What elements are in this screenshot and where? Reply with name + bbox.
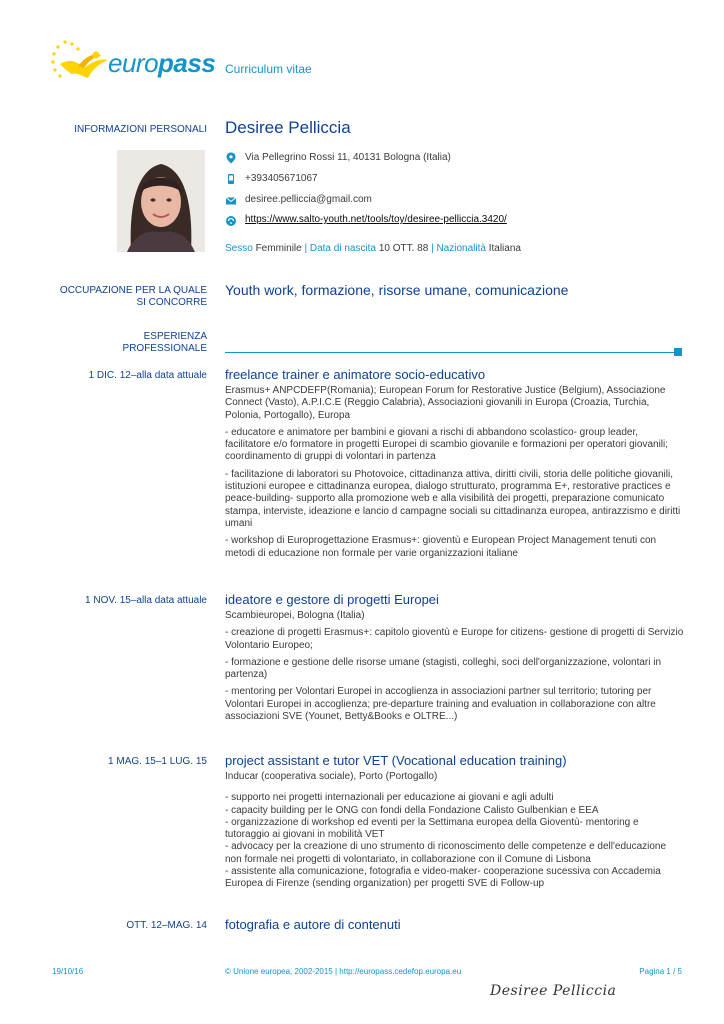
handwritten-signature: Desiree Pelliccia: [490, 983, 617, 999]
job-employer: Scambieuropei, Bologna (Italia): [225, 610, 365, 621]
experience-section-label: [40, 331, 207, 355]
job-date: 1 MAG. 15–1 LUG. 15: [108, 756, 207, 767]
nationality-label: Nazionalità: [436, 243, 486, 254]
job-paragraph: - mentoring per Volontari Europei in accoglienza in associazioni partner sul territorio; tutoring per Volontari Europei in accoglienza; pre-departure training and evaluation in collaborazione con altre associazioni SVE (Younet, Betty&Books e OLTRE...): [225, 686, 656, 723]
job-paragraph: - facilitazione di laboratori su Photovoice, cittadinanza attiva, diritti civili, storia delle politiche giovanili, istituzioni europee e cittadinanza europea, dialogo strutturato, programma E+, restorative practices e peace-building- supporto alla promozione web e alla visibilità dei progetti, preparazione comunicato stampa, interviste, ideazione e lancio d campagne sociali su cittadinanza europea, antirazzismo e diritti umani: [225, 468, 681, 529]
sex-value: Femminile: [255, 243, 302, 254]
separator: |: [431, 243, 434, 254]
job-title: fotografia e autore di contenuti: [225, 917, 401, 932]
job-date: OTT. 12–MAG. 14: [126, 920, 207, 931]
job-title: ideatore e gestore di progetti Europei: [225, 592, 439, 607]
job-paragraph: - creazione di progetti Erasmus+: capitolo gioventù e Europe for citizens- gestione di progetti di Servizio Volontario Europeo;: [225, 627, 684, 651]
footer-copyright[interactable]: © Unione europea, 2002-2015 | http://europass.cedefop.europa.eu: [225, 967, 462, 976]
personal-details-row: [225, 243, 521, 255]
job-paragraph: - workshop di Europrogettazione Erasmus+: gioventù e European Project Management tenuti con metodi di educazione non formale per varie organizzazioni italiane: [225, 535, 657, 559]
job-entry: [225, 917, 685, 933]
personal-section-label: INFORMAZIONI PERSONALI: [74, 124, 207, 135]
footer-date: 19/10/16: [52, 967, 84, 976]
job-title: project assistant e tutor VET (Vocational education training): [225, 753, 567, 768]
logo-text-pass: pass: [158, 48, 216, 78]
phone-text[interactable]: +393405671067: [245, 173, 318, 184]
occupation-value: Youth work, formazione, risorse umane, comunicazione: [225, 282, 569, 298]
separator: |: [304, 243, 308, 254]
job-line: - advocacy per la creazione di uno strumento di riconoscimento delle competenze e dell'educazione non formale nei progetti di volontariato, in collaborazione con il Comune di Lisbona: [225, 841, 667, 865]
job-line: - supporto nei progetti internazionali per educazione ai giovani e agli adulti: [225, 792, 554, 804]
footer-page-number: Pagina 1 / 5: [639, 967, 682, 976]
job-date: 1 NOV. 15–alla data attuale: [85, 595, 207, 606]
job-paragraph: - formazione e gestione delle risorse umane (stagisti, colleghi, soci dell'organizzazione, volontari in partenza): [225, 656, 662, 681]
sex-label: Sesso: [225, 243, 253, 254]
address-text: Via Pellegrino Rossi 11, 40131 Bologna (Italia): [245, 152, 451, 163]
section-rule: [225, 352, 674, 353]
job-title: freelance trainer e animatore socio-educativo: [225, 367, 486, 382]
job-line: - organizzazione di workshop ed eventi per la Settimana europea della Gioventù- mentoring e tutoraggio ai giovani in mobilità VET: [225, 816, 639, 841]
website-link[interactable]: https://www.salto-youth.net/tools/toy/desiree-pelliccia.3420/: [245, 214, 507, 225]
job-date: 1 DIC. 12–alla data attuale: [88, 370, 207, 381]
phone-icon: [225, 173, 237, 185]
job-employer: Inducar (cooperativa sociale), Porto (Portogallo): [225, 771, 438, 782]
job-line: - assistente alla comunicazione, fotografia e video-maker- cooperazione sucessiva con Accademia Europea di Firenze (sending organization) per progetti SVE di Follow-up: [225, 866, 661, 890]
address-pin-icon: [225, 152, 237, 164]
europass-logo: [48, 38, 218, 88]
job-paragraph: - educatore e animatore per bambini e giovani a rischi di abbandono scolastico- group leader, facilitatore e/o formatore in progetti Europei di scambio giovanile e formazioni per operatori giovanili; coordinamento di gruppi di volontari in partenza: [225, 426, 669, 463]
section-rule-square: [674, 348, 682, 356]
email-icon: [225, 195, 237, 207]
experience-label-line2: PROFESSIONALE: [122, 343, 207, 354]
profile-photo: [117, 150, 205, 252]
europass-figure-icon: [48, 38, 110, 88]
job-line: - capacity building per le ONG con fondi della Fondazione Calisto Gulbenkian e EEA: [225, 804, 599, 816]
doc-title: Curriculum vitae: [225, 62, 312, 76]
logo-text-euro: euro: [108, 48, 159, 78]
occupation-label-line1: OCCUPAZIONE PER LA QUALE: [59, 285, 207, 296]
job-entry: [225, 367, 685, 565]
occupation-label-line2: SI CONCORRE: [136, 297, 207, 308]
email-link[interactable]: desiree.pelliccia@gmail.com: [245, 194, 372, 205]
job-employer: Erasmus+ ANPCDEFP(Romania); European Forum for Restorative Justice (Belgium), Associazione Connect (Vasto), A.P.I.C.E (Reggio Calabria), Associazioni giovanili in Europa (Croazia, Turchia, Polonia, Portogallo), Europa: [225, 385, 666, 421]
dob-label: Data di nascita: [309, 243, 377, 254]
job-entry: [225, 753, 685, 891]
occupation-label: [40, 285, 207, 309]
job-entry: [225, 592, 685, 728]
website-icon: [225, 215, 237, 227]
nationality-value: Italiana: [488, 243, 521, 254]
dob-value: 10 OTT. 88: [378, 243, 429, 254]
person-name: Desiree Pelliccia: [225, 118, 351, 137]
experience-label-line1: ESPERIENZA: [143, 331, 207, 342]
